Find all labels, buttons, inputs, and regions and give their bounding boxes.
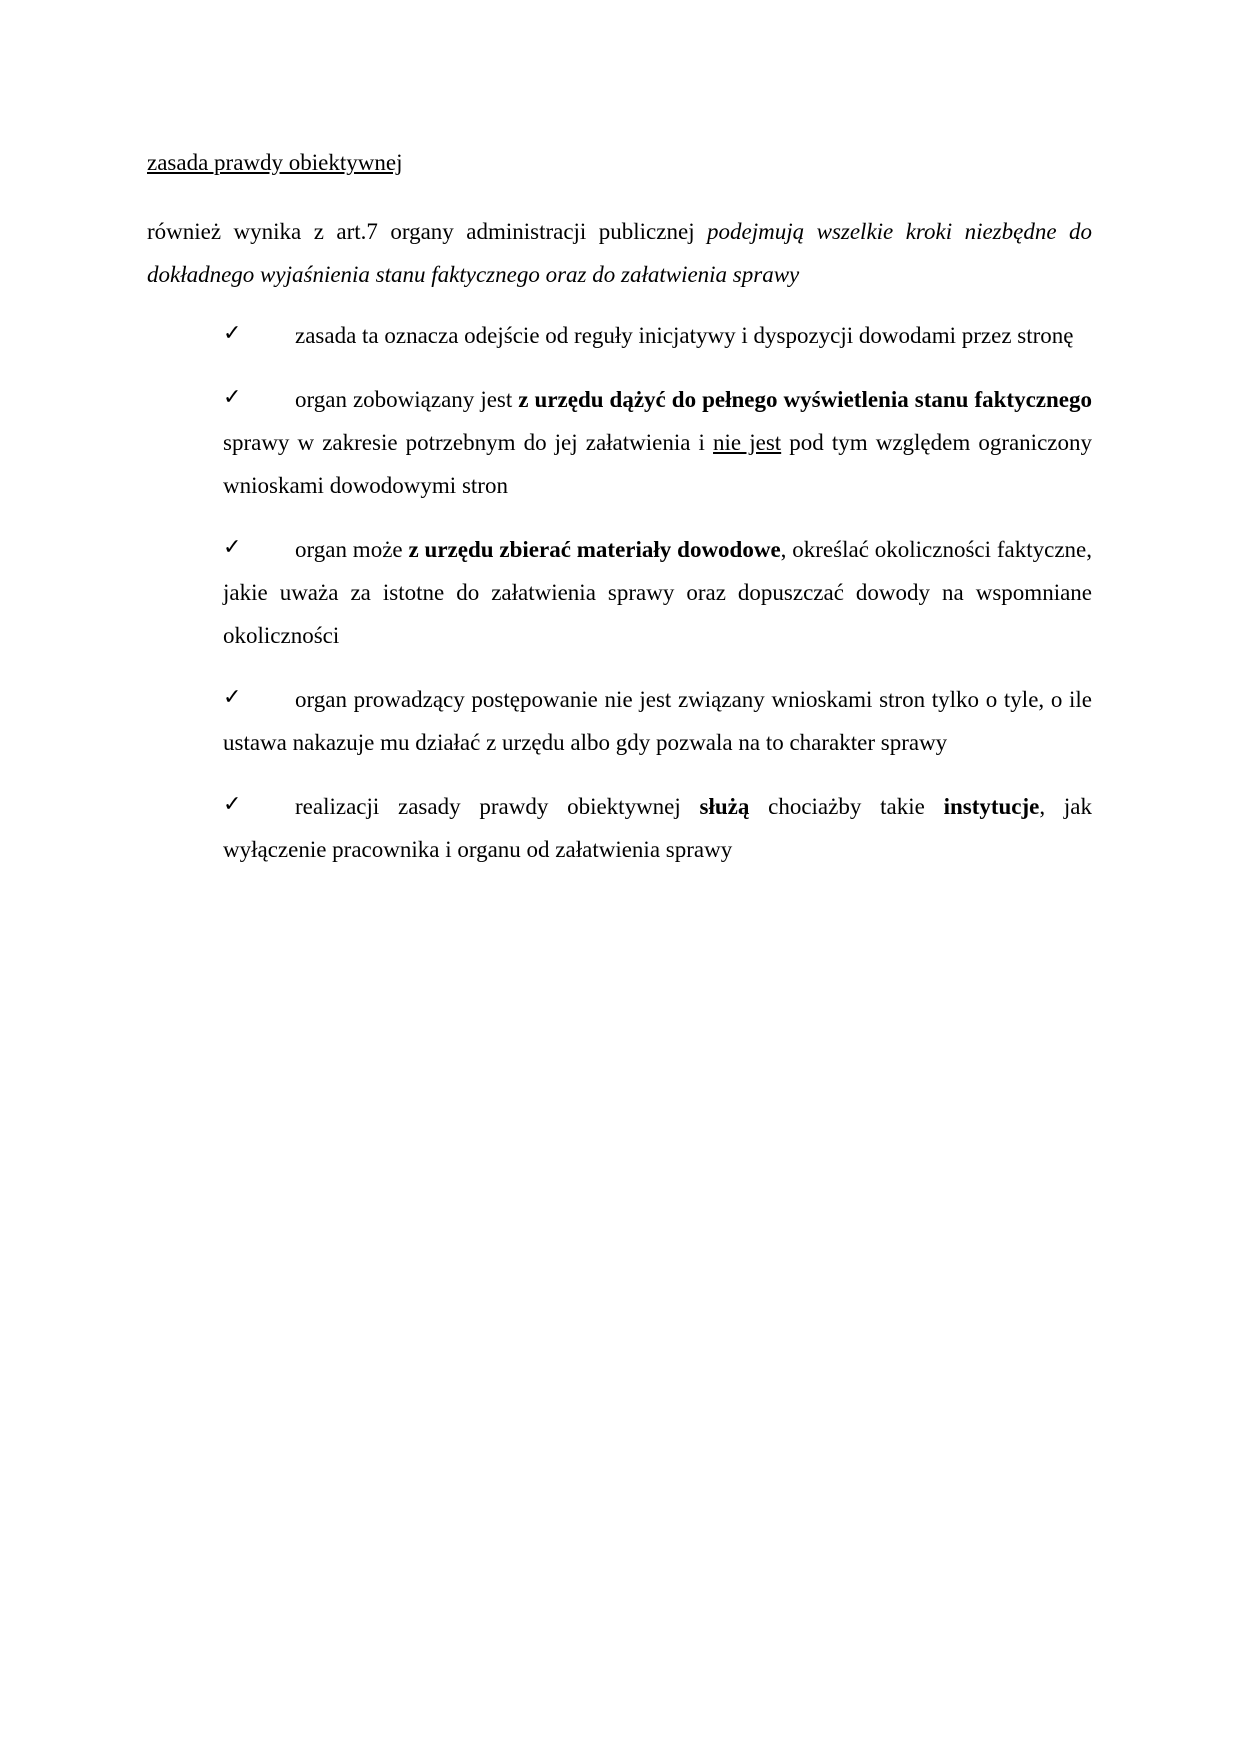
list-item bbox=[223, 378, 1092, 507]
bullet-text: , określać okoliczności faktyczne, jakie uważa za istotne do załatwienia sprawy oraz dopuszczać dowody na wspomniane okoliczności bbox=[223, 537, 1092, 648]
bullet-text: organ prowadzący postępowanie nie jest związany wnioskami stron tylko o tyle, o ile ustawa nakazuje mu działać z urzędu albo gdy pozwala na to charakter sprawy bbox=[223, 687, 1092, 755]
bullet-text: organ zobowiązany jest bbox=[295, 387, 519, 412]
intro-paragraph bbox=[147, 210, 1092, 296]
bullet-bold-text: z urzędu zbierać materiały dowodowe bbox=[408, 537, 781, 562]
bullet-bold-text: służą bbox=[699, 794, 750, 819]
bullet-bold-text: instytucje bbox=[943, 794, 1040, 819]
check-mark-icon: ✓ bbox=[223, 385, 242, 410]
check-mark-icon: ✓ bbox=[223, 321, 242, 346]
intro-text: również wynika z art.7 organy administracji publicznej bbox=[147, 219, 708, 244]
bullet-text: zasada ta oznacza odejście od reguły inicjatywy i dyspozycji dowodami przez stronę bbox=[295, 323, 1074, 348]
check-mark-icon: ✓ bbox=[223, 792, 242, 817]
bullet-text: organ może bbox=[295, 537, 409, 562]
bullet-text: realizacji zasady prawdy obiektywnej bbox=[295, 794, 700, 819]
bullet-underlined-text: nie jest bbox=[713, 430, 782, 455]
list-item bbox=[223, 528, 1092, 657]
intro-italic-text: podejmują wszelkie kroki niezbędne do dokładnego wyjaśnienia stanu faktycznego oraz do załatwienia sprawy bbox=[147, 219, 1092, 287]
check-mark-icon: ✓ bbox=[223, 535, 242, 560]
bullet-text: pod tym względem ograniczony wnioskami dowodowymi stron bbox=[223, 430, 1092, 498]
bullet-text: , jak wyłączenie pracownika i organu od załatwienia sprawy bbox=[223, 794, 1092, 862]
list-item bbox=[223, 314, 1092, 357]
bullet-bold-text: z urzędu dążyć do pełnego wyświetlenia stanu faktycznego bbox=[518, 387, 1092, 412]
bullet-text: sprawy w zakresie potrzebnym do jej załatwienia i bbox=[223, 430, 714, 455]
bullet-list bbox=[223, 314, 1092, 892]
page-title: zasada prawdy obiektywnej bbox=[147, 150, 403, 175]
bullet-text: chociażby takie bbox=[749, 794, 944, 819]
list-item bbox=[223, 785, 1092, 871]
list-item bbox=[223, 678, 1092, 764]
check-mark-icon: ✓ bbox=[223, 685, 242, 710]
